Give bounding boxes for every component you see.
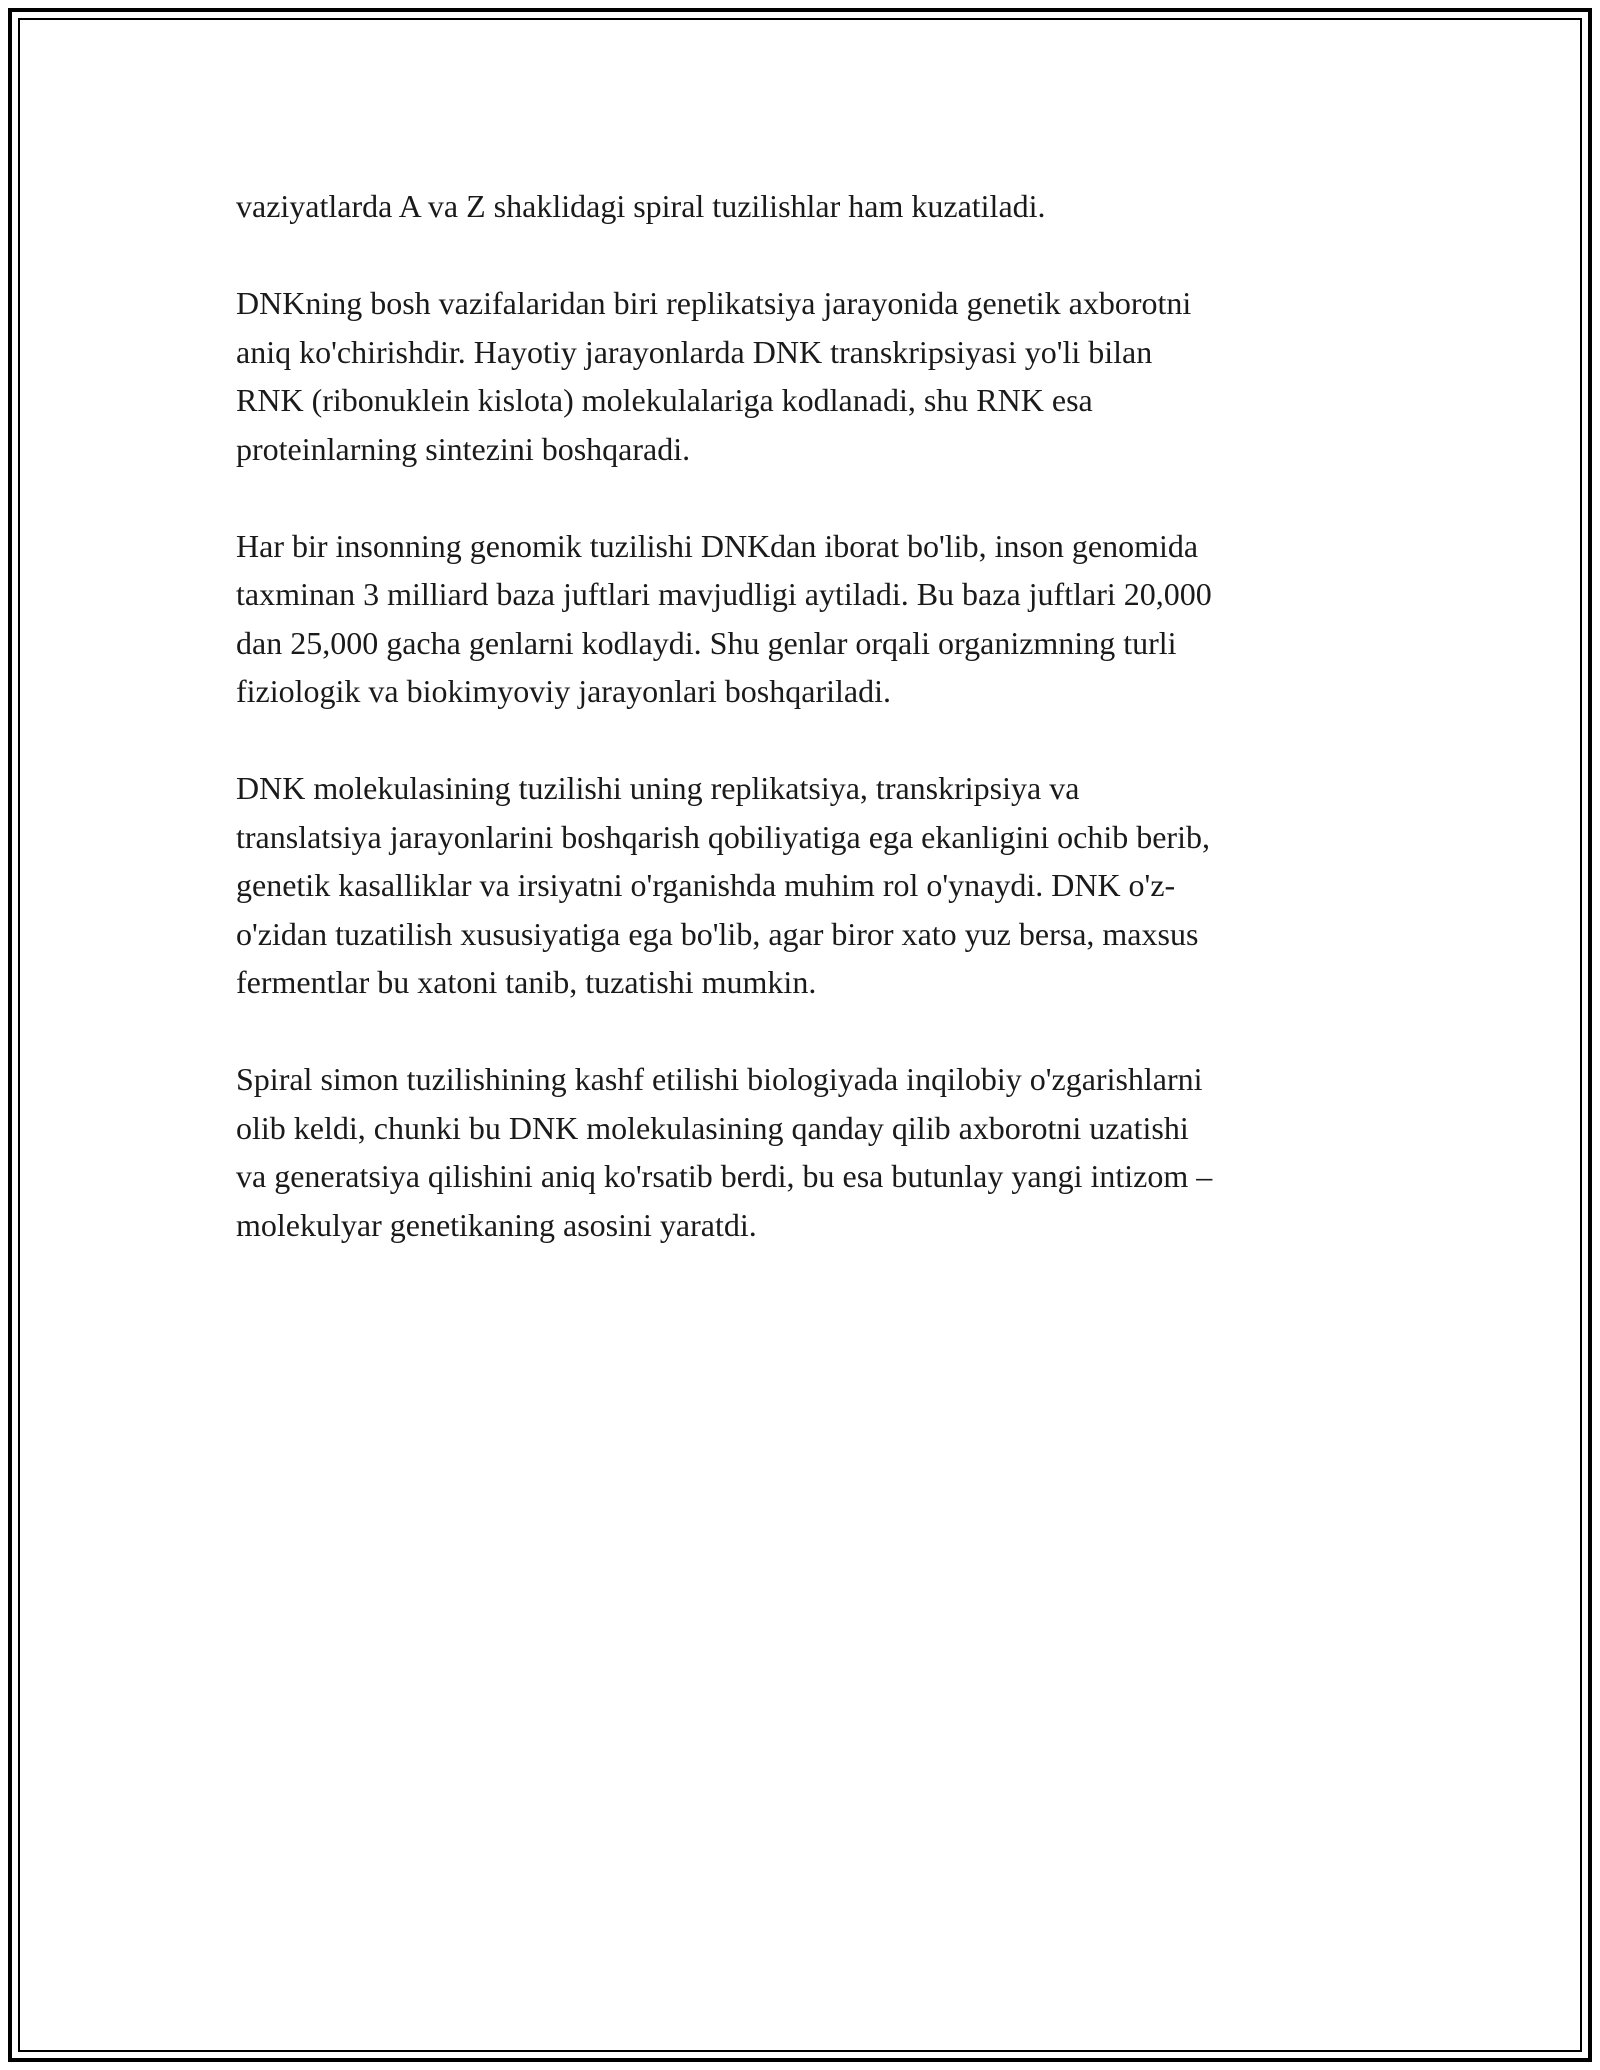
text-line: aniq ko'chirishdir. Hayotiy jarayonlarda DNK transkripsiyasi yo'li bilan [236, 333, 1153, 370]
text-line: translatsiya jarayonlarini boshqarish qobiliyatiga ega ekanligini ochib berib, [236, 818, 1210, 855]
text-line: olib keldi, chunki bu DNK molekulasining qanday qilib axborotni uzatishi [236, 1109, 1189, 1146]
text-line: RNK (ribonuklein kislota) molekulalariga kodlanadi, shu RNK esa [236, 382, 1093, 418]
paragraph-1 [236, 182, 1366, 231]
text-line: genetik kasalliklar va irsiyatni o'rganishda muhim rol o'ynaydi. DNK o'z- [236, 867, 1176, 903]
text-line: proteinlarning sintezini boshqaradi. [236, 430, 691, 467]
text-line: DNK molekulasining tuzilishi uning replikatsiya, transkripsiya va [236, 770, 1080, 806]
paragraph-5 [236, 1055, 1366, 1249]
text-line: molekulyar genetikaning asosini yaratdi. [236, 1206, 757, 1243]
text-line: Spiral simon tuzilishining kashf etilishi biologiyada inqilobiy o'zgarishlarni [236, 1061, 1203, 1097]
paragraph-2 [236, 279, 1366, 473]
text-line: fiziologik va biokimyoviy jarayonlari boshqariladi. [236, 673, 891, 709]
text-line: DNKning bosh vazifalaridan biri replikatsiya jarayonida genetik axborotni [236, 285, 1192, 321]
text-line: va generatsiya qilishini aniq ko'rsatib berdi, bu esa butunlay yangi intizom – [236, 1158, 1213, 1194]
text-line: o'zidan tuzatilish xususiyatiga ega bo'lib, agar biror xato yuz bersa, maxsus [236, 915, 1199, 952]
text-line: taxminan 3 milliard baza juftlari mavjudligi aytiladi. Bu baza juftlari 20,000 [236, 576, 1212, 612]
text-line: Har bir insonning genomik tuzilishi DNKdan iborat bo'lib, inson genomida [236, 527, 1199, 564]
paragraph-3 [236, 522, 1366, 716]
text-line: dan 25,000 gacha genlarni kodlaydi. Shu genlar orqali organizmning turli [236, 624, 1177, 661]
text-line: vaziyatlarda A va Z shaklidagi spiral tuzilishlar ham kuzatiladi. [236, 188, 1046, 224]
text-line: fermentlar bu xatoni tanib, tuzatishi mumkin. [236, 964, 817, 1000]
paragraph-4 [236, 764, 1366, 1007]
document-body [236, 182, 1366, 1298]
